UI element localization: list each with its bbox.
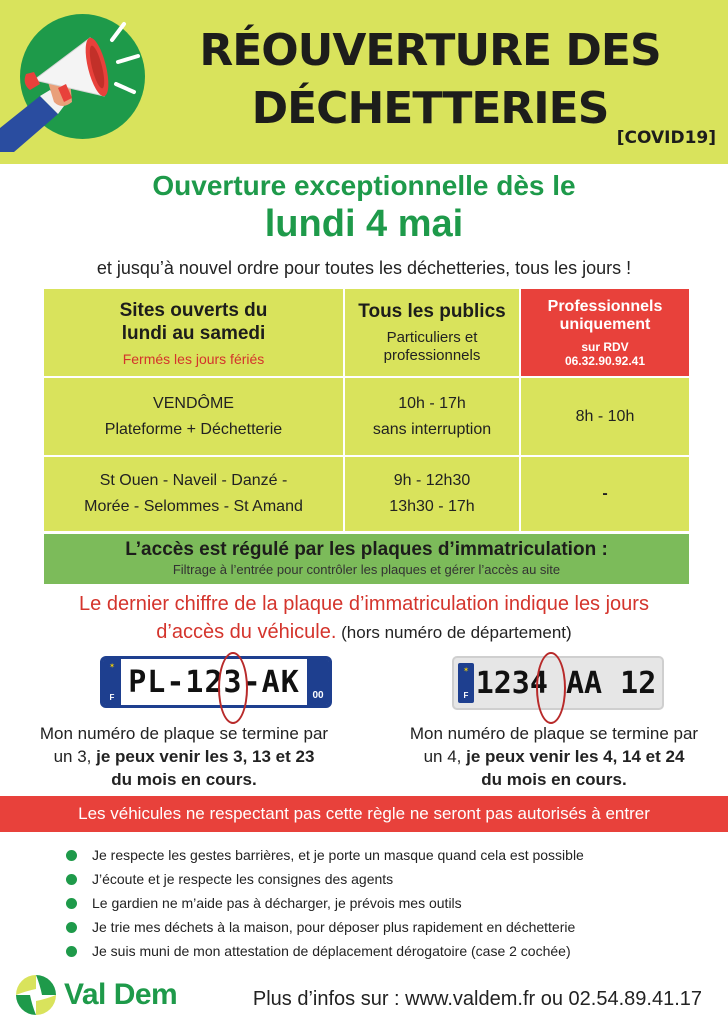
plate1-dept: 00 — [312, 690, 324, 701]
plate2-caption-month: du mois en cours. — [481, 770, 627, 789]
row1-public-line2: sans interruption — [372, 420, 492, 438]
plate1-caption-month: du mois en cours. — [111, 770, 257, 789]
list-item-text: J’écoute et je respecte les consignes des agents — [92, 871, 394, 887]
rule-line-2-main: d’accès du véhicule. — [156, 621, 337, 643]
list-item — [66, 867, 706, 891]
header-pro-cell — [521, 289, 689, 376]
highlight-circle-3 — [218, 652, 248, 724]
row2-pro-cell — [521, 457, 689, 531]
green-dot-icon — [66, 874, 77, 885]
row1-public-line1: 10h - 17h — [398, 394, 466, 412]
warning-band: Les véhicules ne respectant pas cette règle ne seront pas autorisés à entrer — [0, 796, 728, 832]
row2-public-line1: 9h - 12h30 — [393, 472, 471, 489]
header-public-title: Tous les publics — [358, 301, 506, 322]
intro-line: et jusqu’à nouvel ordre pour toutes les déchetteries, tous les jours ! — [96, 258, 632, 278]
plate1-country: F — [109, 693, 115, 702]
eu-stars-icon: ✶ — [109, 663, 115, 670]
rule-line-1: Le dernier chiffre de la plaque d’immatriculation indique les jours — [79, 593, 649, 615]
header-pro-phone: 06.32.90.92.41 — [564, 353, 646, 368]
covid-tag: [COVID19] — [616, 128, 716, 148]
plate1-caption-line1: Mon numéro de plaque se termine par — [39, 724, 329, 743]
list-item-text: Le gardien ne m’aide pas à décharger, je prévois mes outils — [92, 895, 462, 911]
rule-line-2 — [0, 620, 728, 645]
rules-list — [66, 843, 706, 963]
plate2-caption-line3 — [384, 768, 724, 791]
row2-site-line1: St Ouen - Naveil - Danzé - — [99, 472, 288, 489]
row1-site-line2: Plateforme + Déchetterie — [104, 420, 283, 438]
dept-band — [307, 659, 329, 705]
plate2-caption-days: je peux venir les 4, 14 et 24 — [466, 747, 685, 766]
valdem-logo-icon — [14, 973, 58, 1017]
row1-pro-cell — [521, 378, 689, 455]
plate2-country: F — [463, 691, 469, 700]
header-sites-line1: Sites ouverts du — [119, 299, 268, 321]
plate1-caption-line2 — [14, 745, 354, 768]
header-public-sub2: professionnels — [383, 347, 481, 364]
plate2-number: 1234 AA 12 — [475, 665, 657, 701]
plate2-caption-line1: Mon numéro de plaque se termine par — [409, 724, 699, 743]
title-line-2: DÉCHETTERIES — [251, 83, 609, 134]
header-pro-rdv: sur RDV — [581, 339, 629, 354]
list-item-text: Je suis muni de mon attestation de déplacement dérogatoire (case 2 cochée) — [92, 943, 571, 959]
list-item — [66, 939, 706, 963]
row2-site-cell — [44, 457, 343, 531]
plate2-caption-start: un 4, — [423, 747, 467, 766]
row1-public-cell — [345, 378, 519, 455]
row2-pro-hours: - — [602, 485, 608, 502]
title-line-1: RÉOUVERTURE DES — [199, 25, 661, 76]
page-title — [160, 22, 700, 138]
highlight-circle-4 — [536, 652, 566, 724]
license-plate-example-1 — [100, 656, 332, 708]
row1-site-line1: VENDÔME — [153, 394, 234, 412]
rule-line-2-note: (hors numéro de département) — [336, 623, 572, 642]
megaphone-icon — [0, 10, 160, 160]
opening-date: lundi 4 mai — [264, 203, 464, 245]
green-dot-icon — [66, 946, 77, 957]
list-item — [66, 915, 706, 939]
green-dot-icon — [66, 898, 77, 909]
holiday-note: Fermés les jours fériés — [122, 350, 265, 367]
header-sites-line2: lundi au samedi — [121, 322, 266, 344]
more-info-line[interactable]: Plus d’infos sur : www.valdem.fr ou 02.54.89.41.17 — [252, 988, 702, 1010]
plate1-caption-start: un 3, — [53, 747, 97, 766]
row2-site-line2: Morée - Selommes - St Amand — [84, 498, 303, 515]
access-band — [44, 534, 689, 584]
header-public-sub1: Particuliers et — [386, 329, 478, 346]
plate1-number: PL-123-AK — [128, 664, 300, 700]
valdem-logo[interactable] — [14, 970, 177, 1020]
list-item — [66, 891, 706, 915]
eu-stars-icon: ✶ — [463, 667, 469, 674]
header-banner — [0, 0, 728, 164]
plate1-inner — [103, 659, 329, 705]
row2-public-cell — [345, 457, 519, 531]
plate1-caption-line3 — [14, 768, 354, 791]
header-sites-cell — [44, 289, 343, 376]
row2-public-line2: 13h30 - 17h — [389, 498, 475, 515]
eu-band-icon — [103, 659, 121, 705]
header-pro-line1: Professionnels — [547, 297, 663, 315]
list-item — [66, 843, 706, 867]
plate2-caption-line2 — [384, 745, 724, 768]
eu-band-icon — [458, 663, 474, 703]
green-dot-icon — [66, 850, 77, 861]
plate1-caption — [14, 722, 354, 791]
plate1-caption-days: je peux venir les 3, 13 et 23 — [96, 747, 315, 766]
row1-site-cell — [44, 378, 343, 455]
list-item-text: Je respecte les gestes barrières, et je porte un masque quand cela est possible — [92, 847, 584, 863]
list-item-text: Je trie mes déchets à la maison, pour déposer plus rapidement en déchetterie — [92, 919, 576, 935]
green-dot-icon — [66, 922, 77, 933]
header-public-cell — [345, 289, 519, 376]
row1-pro-hours: 8h - 10h — [575, 407, 635, 425]
schedule-table — [44, 289, 689, 529]
access-title: L’accès est régulé par les plaques d’immatriculation : — [125, 539, 608, 560]
plate2-caption — [384, 722, 724, 791]
logo-text: Val Dem — [64, 978, 178, 1011]
opening-subtitle: Ouverture exceptionnelle dès le — [152, 170, 576, 201]
header-pro-line2: uniquement — [559, 315, 651, 333]
access-subtitle: Filtrage à l’entrée pour contrôler les plaques et gérer l’accès au site — [172, 562, 561, 577]
